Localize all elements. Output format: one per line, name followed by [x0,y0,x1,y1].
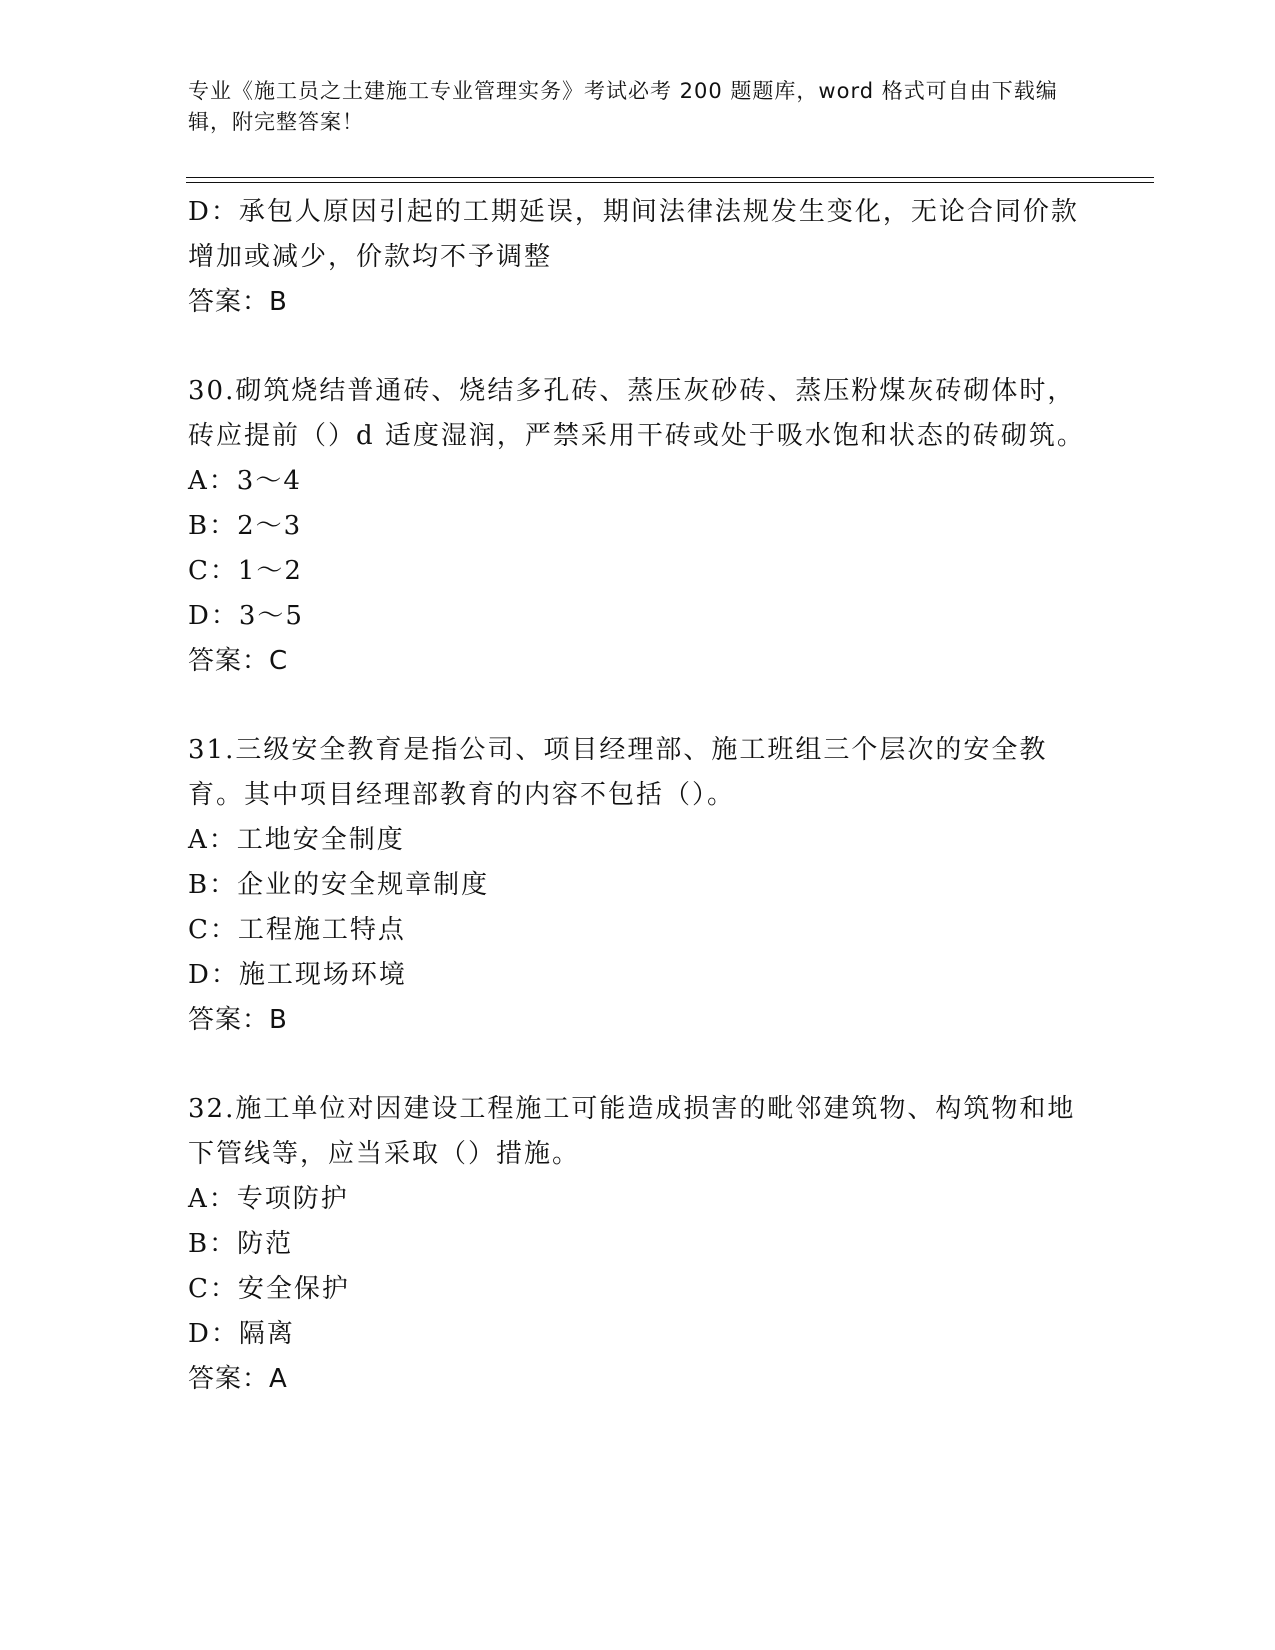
option-a: A：专项防护 [188,1184,349,1214]
question-text: 30.砌筑烧结普通砖、烧结多孔砖、蒸压灰砂砖、蒸压粉煤灰砖砌体时，砖应提前（）d 适度湿润，严禁采用干砖或处于吸水饱和状态的砖砌筑。 [188,376,1085,451]
question-content [188,190,1088,1402]
option-d: D：3～5 [188,601,304,631]
option-d: D：隔离 [188,1319,295,1349]
option-c: C：安全保护 [188,1274,350,1304]
option-c: C：1～2 [188,556,303,586]
question-32 [188,1087,1088,1402]
header-divider-bottom [186,182,1154,183]
option-d: D：承包人原因引起的工期延误，期间法律法规发生变化，无论合同价款增加或减少，价款均不予调整 [188,197,1079,272]
question-31 [188,728,1088,1043]
carryover-block [188,190,1088,325]
option-b: B：企业的安全规章制度 [188,870,490,900]
header-divider-top [186,177,1154,178]
answer-line: 答案：B [188,287,288,317]
document-header: 专业《施工员之土建施工专业管理实务》考试必考 200 题题库，word 格式可自由下载编辑，附完整答案！ [188,79,1058,134]
question-text: 32.施工单位对因建设工程施工可能造成损害的毗邻建筑物、构筑物和地下管线等，应当采取（）措施。 [188,1094,1076,1169]
option-d: D：施工现场环境 [188,960,407,990]
option-b: B：2～3 [188,511,303,541]
answer-line: 答案：C [188,646,289,676]
question-30 [188,369,1088,684]
option-b: B：防范 [188,1229,294,1259]
question-text: 31.三级安全教育是指公司、项目经理部、施工班组三个层次的安全教育。其中项目经理部教育的内容不包括（）。 [188,735,1048,810]
answer-line: 答案：B [188,1005,288,1035]
option-a: A：3～4 [188,466,302,496]
answer-line: 答案：A [188,1364,288,1394]
option-a: A：工地安全制度 [188,825,405,855]
option-c: C：工程施工特点 [188,915,406,945]
